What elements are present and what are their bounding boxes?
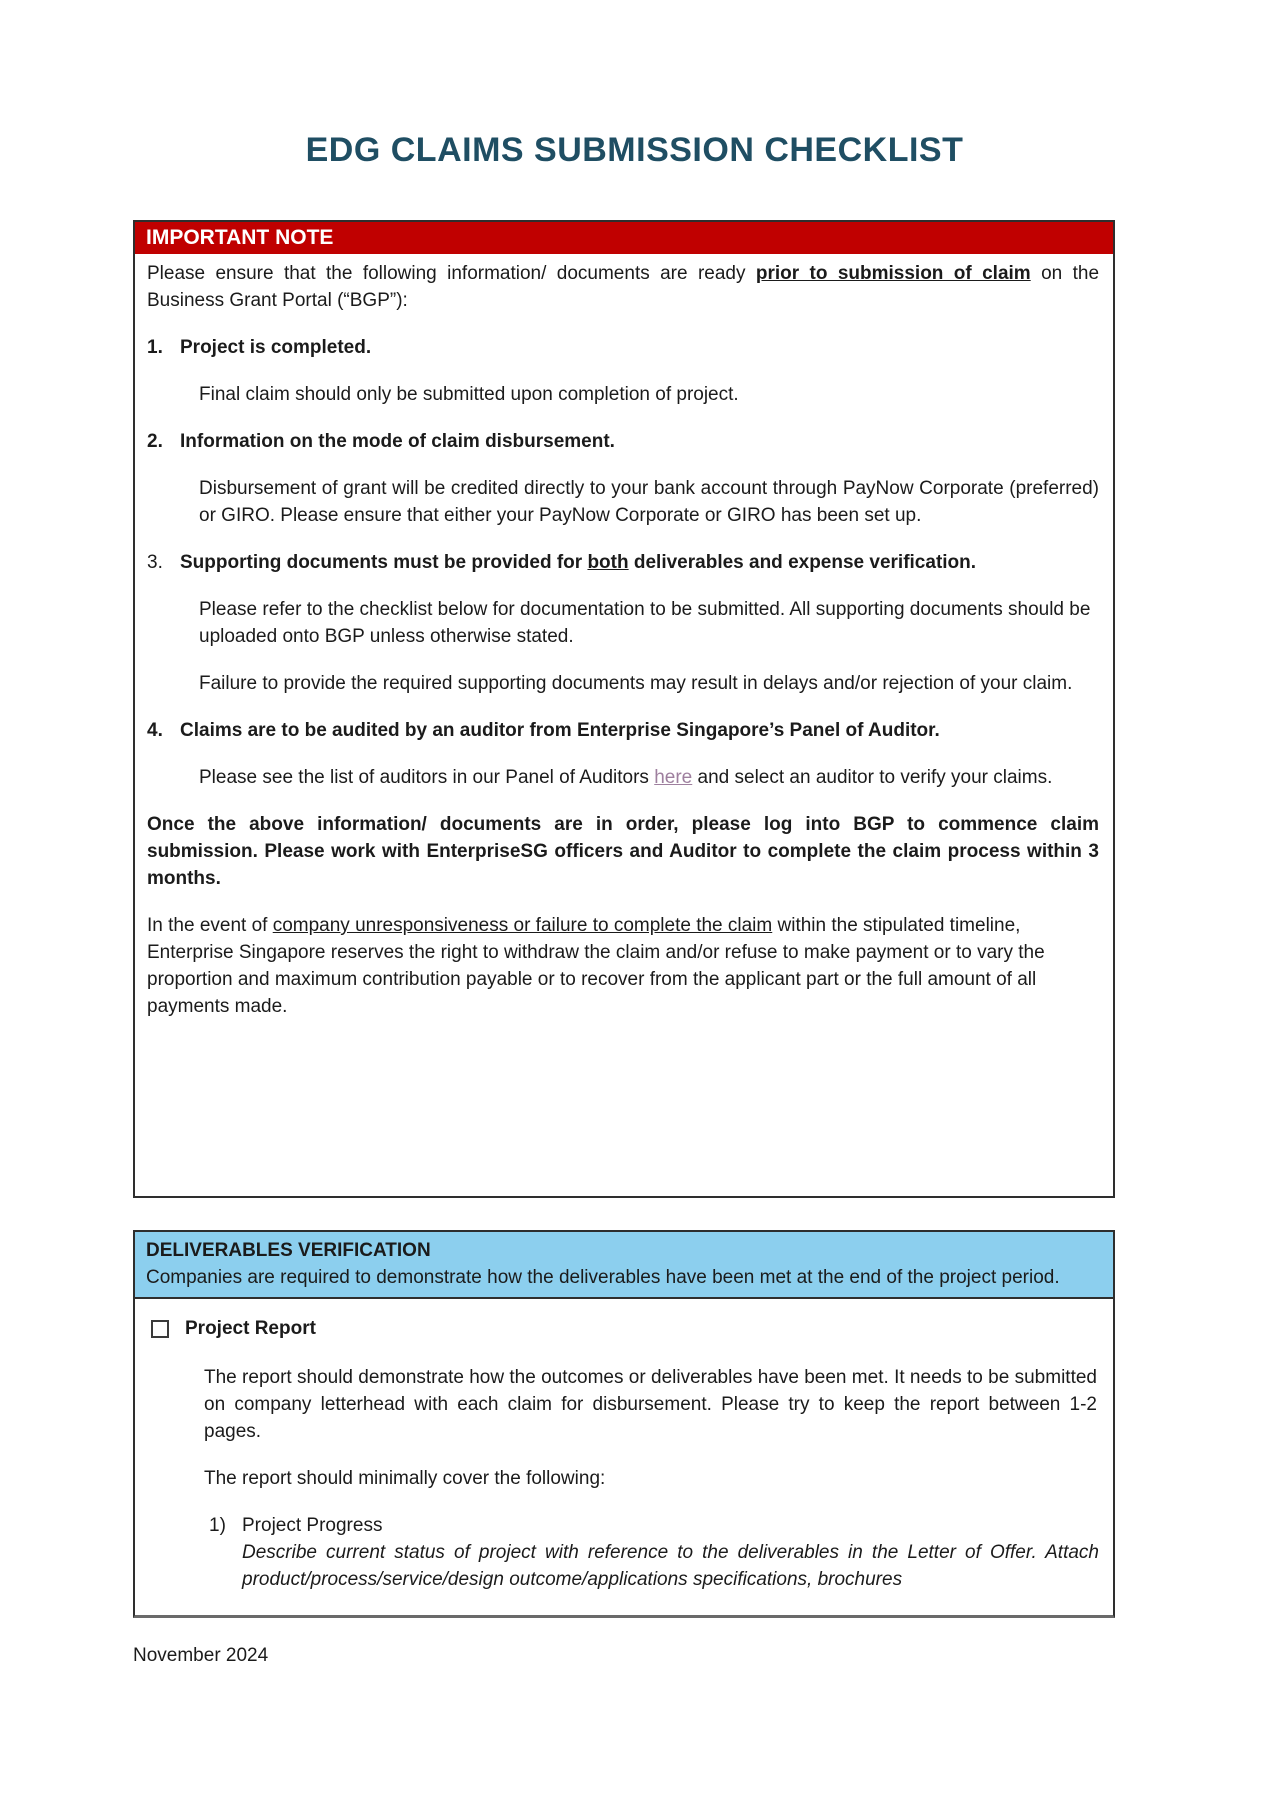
deliverables-header-title: DELIVERABLES VERIFICATION (146, 1240, 431, 1261)
withdraw-text-post: within the stipulated timeline, Enterprise Singapore reserves the right to withdraw the claim and/or refuse to make payment or to vary the proportion and maximum contribution payable or to recover from the applicant part or the full amount of all payments made. (147, 915, 1045, 1017)
note-item-1-title: Project is completed. (180, 337, 372, 358)
footer-date: November 2024 (133, 1645, 269, 1666)
note-item-2-title: Information on the mode of claim disbursement. (180, 431, 615, 452)
deliverables-body (135, 1299, 1113, 1593)
note-item-2 (147, 428, 1099, 455)
note-item-3-number: 3. (147, 552, 163, 573)
note-item-3-body-1: Please refer to the checklist below for documentation to be submitted. All supporting documents should be uploaded onto BGP unless otherwise stated. (199, 599, 1091, 647)
deliverables-header (135, 1232, 1113, 1299)
intro-text-pre: Please ensure that the following information/ documents are ready (147, 263, 756, 284)
withdraw-text-underline: company unresponsiveness or failure to complete the claim (272, 915, 773, 936)
note-item-1 (147, 334, 1099, 361)
note-item-4 (147, 717, 1099, 744)
deliverables-verification-section (133, 1230, 1115, 1618)
project-report-label: Project Report (185, 1318, 316, 1339)
intro-text-emphasis: prior to submission of claim (755, 263, 1031, 284)
project-report-row (151, 1315, 1099, 1342)
note-item-3-title (180, 549, 1099, 576)
note-item-3-title-pre: Supporting documents must be provided for (180, 552, 588, 573)
closing-bold-paragraph: Once the above information/ documents are in order, please log into BGP to commence claim submission. Please work with EnterpriseSG officers and Auditor to complete the claim process within 3 months. (147, 814, 1099, 889)
panel-of-auditors-link[interactable]: here (654, 767, 693, 788)
note-item-4-number: 4. (147, 720, 163, 741)
important-note-section (133, 220, 1115, 1198)
note-item-1-body: Final claim should only be submitted upon completion of project. (199, 384, 739, 405)
note-item-4-body-pre: Please see the list of auditors in our Panel of Auditors (199, 767, 655, 788)
withdraw-text-pre: In the event of (147, 915, 273, 936)
report-list-item-1 (209, 1512, 1099, 1539)
note-item-3-body-2: Failure to provide the required supporting documents may result in delays and/or rejection of your claim. (199, 673, 1073, 694)
project-report-paragraph-1: The report should demonstrate how the outcomes or deliverables have been met. It needs to be submitted on company letterhead with each claim for disbursement. Please try to keep the report between 1-2 pages. (204, 1367, 1097, 1442)
note-item-3-title-underline: both (587, 552, 629, 573)
intro-paragraph (147, 260, 1099, 314)
intro-text-post: on the Business Grant Portal (“BGP”): (147, 263, 1100, 311)
note-item-1-number: 1. (147, 337, 163, 358)
important-note-header: IMPORTANT NOTE (135, 222, 1113, 254)
withdraw-paragraph (147, 912, 1099, 1020)
project-report-paragraph-2: The report should minimally cover the following: (204, 1468, 606, 1489)
report-list-item-1-description: Describe current status of project with reference to the deliverables in the Letter of Offer. Attach product/process/service/design outcome/applications specifications, brochures (242, 1542, 1099, 1590)
project-report-checkbox[interactable] (151, 1320, 169, 1338)
note-item-2-number: 2. (147, 431, 163, 452)
note-item-2-body: Disbursement of grant will be credited directly to your bank account through PayNow Corporate (preferred) or GIRO. Please ensure that either your PayNow Corporate or GIRO has been set up. (199, 478, 1099, 526)
note-item-4-title: Claims are to be audited by an auditor from Enterprise Singapore’s Panel of Auditor. (180, 720, 940, 741)
important-note-body (135, 254, 1113, 1020)
note-item-4-body-post: and select an auditor to verify your claims. (692, 767, 1053, 788)
page-title: EDG CLAIMS SUBMISSION CHECKLIST (305, 131, 964, 169)
note-item-3 (147, 549, 1099, 576)
deliverables-header-subtext: Companies are required to demonstrate how the deliverables have been met at the end of the project period. (146, 1267, 1060, 1288)
report-list-item-1-number: 1) (209, 1515, 226, 1536)
report-list-item-1-title: Project Progress (242, 1515, 383, 1536)
note-item-3-title-post: deliverables and expense verification. (628, 552, 977, 573)
note-item-4-body (199, 764, 1099, 791)
